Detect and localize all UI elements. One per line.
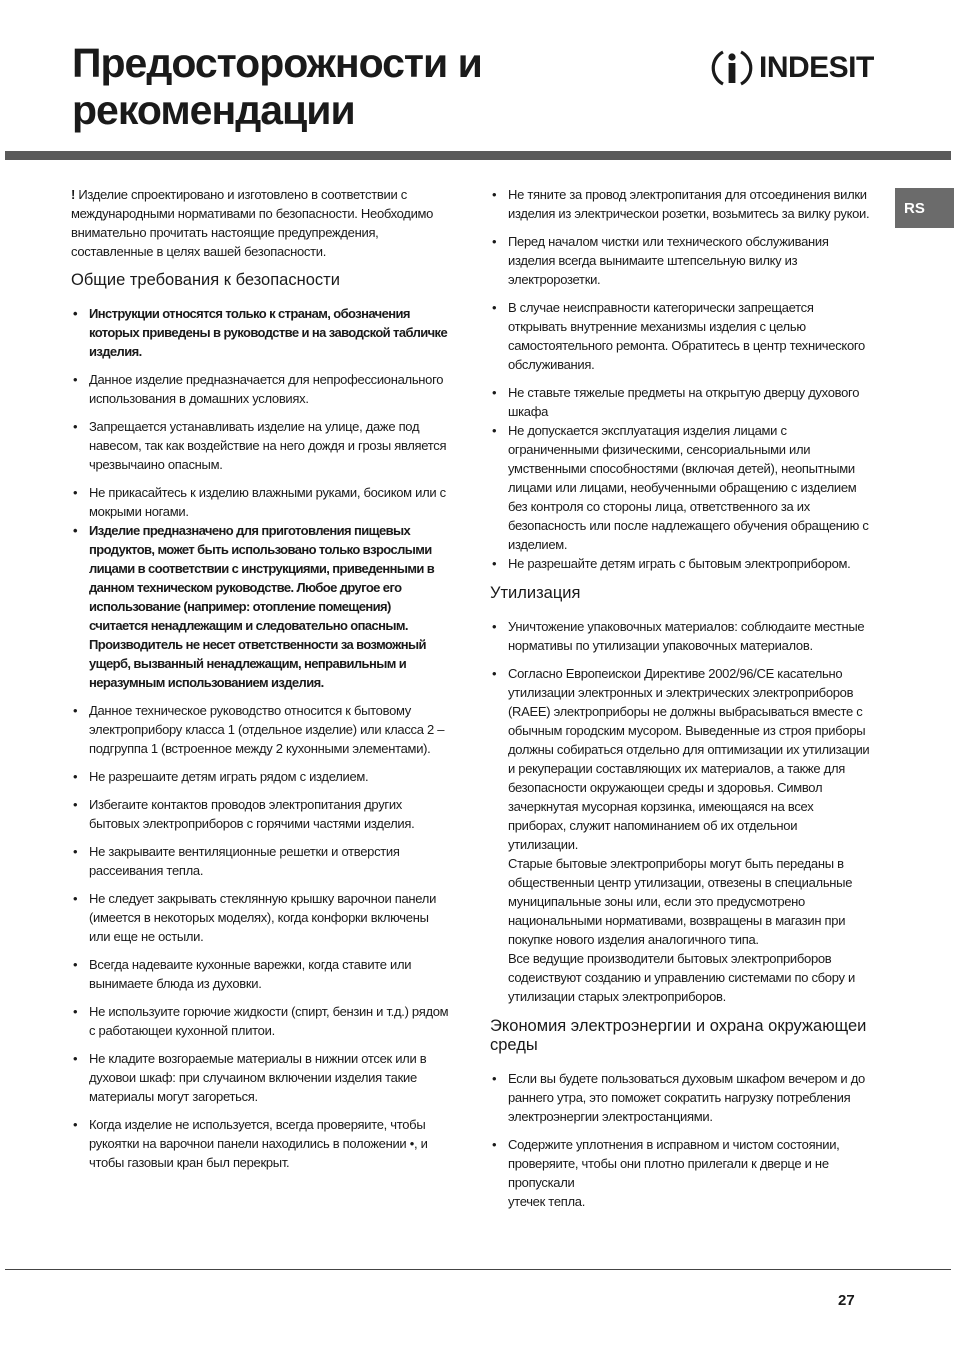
list-item bbox=[490, 1135, 870, 1211]
language-tab: RS bbox=[895, 188, 954, 228]
list-item: • Не допускается эксплуатация изделия лицами с ограниченными физическими, сенсориальными или умственными способностями (включая детей), неопытными лицами или лицами, необученными обращению с изделием без контроля со стороны лица, ответственного за их безопасность или после надлежащего обучения обращению с изделием. bbox=[490, 421, 870, 554]
page-number: 27 bbox=[838, 1292, 855, 1309]
list-item: • Данное изделие предназначается для непрофессионального использования в домашних условиях. bbox=[71, 370, 451, 408]
disposal-text: • Согласно Европеискои Директиве 2002/96/CE касательно утилизации электронных и электрических электроприборов (RAEE) электроприборы не должны выбрасываться вместе с обычным городским мусором. Выведенные из строя приборы должны собираться отдельно для оптимизации их утилизации и рекуперации составляющих их материалов, а также для безопасности окружающеи среды и здоровья. Символ зачеркнутая мусорная корзинка, имеющаяся на всех приборах, служит напоминанием об их отдельнои утилизации. bbox=[508, 666, 870, 852]
list-item: • Всегда надеваите кухонные варежки, когда ставите или вынимаете блюда из духовки. bbox=[71, 955, 451, 993]
disposal-text: Старые бытовые электроприборы могут быть переданы в общественныи центр утилизации, отвезены в специальные муниципальные зоны или, если это предусмотрено национальными нормативами, возвращены в магазин при покупке нового изделия аналогичного типа. bbox=[508, 856, 853, 947]
energy-text: • Содержите уплотнения в исправном и чистом состоянии, проверяите, чтобы они плотно прилегали к дверце и не пропускали bbox=[508, 1137, 840, 1190]
disposal-heading: Утилизация bbox=[490, 584, 581, 602]
left-column bbox=[71, 185, 451, 1181]
energy-text: утечек тепла. bbox=[508, 1194, 586, 1209]
page-title: Предосторожности и рекомендации bbox=[72, 40, 482, 133]
brand-name: INDESIT bbox=[759, 51, 874, 84]
intro-paragraph bbox=[71, 185, 451, 261]
general-safety-heading: Общие требования к безопасности bbox=[71, 271, 340, 289]
list-item: • Не кладите возгораемые материалы в нижнии отсек или в духовои шкаф: при случаином включении изделия такие материалы могут загореться. bbox=[71, 1049, 451, 1106]
list-item: • В случае неисправности категорически запрещается открывать внутренние механизмы изделия с целью самостоятельного ремонта. Обратитесь в центр технического обслуживания. bbox=[490, 298, 870, 374]
list-item bbox=[490, 664, 870, 1006]
list-item: • Не тяните за провод электропитания для отсоединения вилки изделия из электрическои розетки, возьмитесь за вилку рукои. bbox=[490, 185, 870, 223]
general-safety-list bbox=[71, 304, 451, 1172]
right-column bbox=[490, 185, 870, 1220]
intro-text: Изделие спроектировано и изготовлено в соответствии с международными нормативами по безопасности. Необходимо внимательно прочитать настоящие предупреждения, составленные в целях вашей безопасности. bbox=[71, 187, 434, 259]
indesit-logo-icon bbox=[711, 48, 753, 88]
energy-list bbox=[490, 1069, 870, 1211]
disposal-list bbox=[490, 617, 870, 1006]
list-item: • Не прикасайтесь к изделию влажными руками, босиком или с мокрыми ногами. bbox=[71, 483, 451, 521]
list-item: • Когда изделие не используется, всегда проверяите, чтобы рукоятки на варочнои панели находились в положении •, и чтобы газовыи кран был перекрыт. bbox=[71, 1115, 451, 1172]
list-item: • Если вы будете пользоваться духовым шкафом вечером и до раннего утра, это поможет сократить нагрузку потребления электроэнергии электростанциями. bbox=[490, 1069, 870, 1126]
footer-divider bbox=[5, 1269, 951, 1270]
brand-logo bbox=[711, 48, 874, 88]
list-item: • Не ставьте тяжелые предметы на открытую дверцу духового шкафа bbox=[490, 383, 870, 421]
list-item: • Не разрешаите детям играть рядом с изделием. bbox=[71, 767, 451, 786]
list-item: • Запрещается устанавливать изделие на улице, даже под навесом, так как воздействие на него дождя и грозы является чрезвычаино опасным. bbox=[71, 417, 451, 474]
list-item: • Не разрешайте детям играть с бытовым электроприбором. bbox=[490, 554, 870, 573]
list-item: • Не следует закрывать стеклянную крышку варочнои панели (имеется в некоторых моделях), когда конфорки включены или еще не остыли. bbox=[71, 889, 451, 946]
list-item: • Избегаите контактов проводов электропитания других бытовых электроприборов с горячими частями изделия. bbox=[71, 795, 451, 833]
safety-list-continued bbox=[490, 185, 870, 573]
list-item: • Инструкции относятся только к странам, обозначения которых приведены в руководстве и на заводской табличке изделия. bbox=[71, 304, 451, 361]
disposal-text: Все ведущие производители бытовых электроприборов содеиствуют созданию и управлению системами по сбору и утилизации старых электроприборов. bbox=[508, 951, 855, 1004]
list-item: • Изделие предназначено для приготовления пищевых продуктов, может быть использовано только взрослыми лицами в соответствии с инструкциями, приведенными в данном техническом руководстве. Любое другое его использование (например: отопление помещения) считается ненадлежащим и следовательно опасным. Производитель не несет ответственности за возможный ущерб, вызванный ненадлежащим, неправильным и неразумным использованием изделия. bbox=[71, 521, 451, 692]
warning-mark: ! bbox=[71, 187, 76, 202]
list-item: • Уничтожение упаковочных материалов: соблюдаите местные нормативы по утилизации упаковочных материалов. bbox=[490, 617, 870, 655]
list-item: • Данное техническое руководство относится к бытовому электроприбору класса 1 (отдельное изделие) или класса 2 – подгруппа 1 (встроенное между 2 кухонными элементами). bbox=[71, 701, 451, 758]
header-divider bbox=[5, 151, 951, 160]
list-item: • Не закрываите вентиляционные решетки и отверстия рассеивания тепла. bbox=[71, 842, 451, 880]
list-item: • Перед началом чистки или технического обслуживания изделия всегда вынимаите штепсельную вилку из электророзетки. bbox=[490, 232, 870, 289]
energy-heading: Экономия электроэнергии и охрана окружающеи среды bbox=[490, 1017, 867, 1054]
list-item: • Не используите горючие жидкости (спирт, бензин и т.д.) рядом с работающеи кухонной плитои. bbox=[71, 1002, 451, 1040]
